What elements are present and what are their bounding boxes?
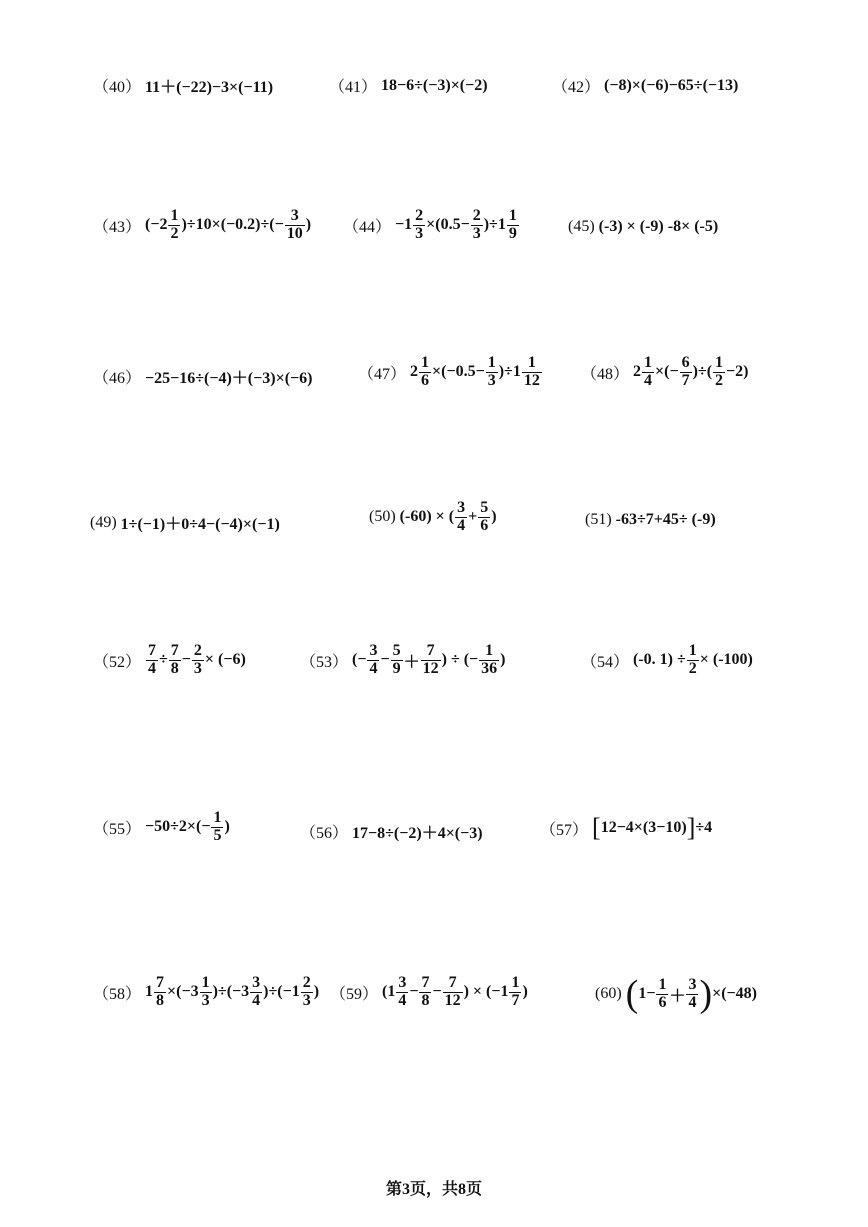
problem-number: （59） — [330, 985, 379, 1003]
fraction-denominator: 8 — [170, 659, 179, 677]
expression-text: )÷10×(−0.2)÷(− — [181, 216, 284, 234]
fraction — [413, 208, 425, 243]
fraction-numerator: 1 — [644, 354, 653, 371]
fraction-numerator: 1 — [688, 642, 697, 659]
problem-49 — [90, 511, 280, 534]
problem-number: （42） — [552, 79, 601, 96]
expression-text: ) — [522, 983, 528, 1001]
problem-number: （48） — [581, 365, 630, 383]
fraction — [642, 355, 654, 390]
problem-44 — [343, 208, 520, 243]
expression-text: ÷4 — [695, 819, 713, 836]
fraction-denominator: 3 — [193, 659, 202, 677]
problem-number: （53） — [300, 653, 349, 671]
large-bracket: ( — [625, 973, 639, 1015]
fraction-denominator: 4 — [148, 659, 157, 677]
problem-number: （41） — [329, 79, 378, 96]
problem-number: （43） — [93, 218, 142, 236]
fraction-numerator: 1 — [511, 974, 520, 991]
problem-number: （44） — [343, 218, 392, 236]
fraction — [154, 975, 166, 1010]
problem-number: (51) — [585, 511, 612, 528]
fraction-denominator: 36 — [481, 659, 498, 677]
expression-text: ×(0.5− — [426, 216, 470, 234]
fraction-numerator: 3 — [252, 974, 261, 991]
problem-number: （52） — [93, 653, 142, 671]
fraction-denominator: 3 — [302, 991, 311, 1009]
fraction-denominator: 4 — [688, 993, 697, 1011]
fraction — [419, 975, 431, 1010]
fraction-denominator: 4 — [457, 516, 466, 534]
fraction — [396, 975, 408, 1010]
fraction — [686, 977, 698, 1012]
fraction — [509, 975, 521, 1010]
fraction-numerator: 6 — [681, 354, 690, 371]
expression-text: ) — [305, 216, 312, 234]
fraction-numerator: 1 — [201, 974, 210, 991]
expression-text: − — [380, 651, 390, 669]
expression-text: ) — [224, 818, 230, 836]
large-bracket: ) — [699, 973, 713, 1015]
large-bracket: ] — [686, 813, 696, 842]
problem-56 — [300, 820, 483, 843]
problem-40 — [93, 74, 273, 97]
expression-text: ÷ — [159, 651, 168, 669]
fraction — [455, 500, 467, 535]
expression-text: 11＋(−22)−3×(−11) — [145, 79, 274, 96]
problem-59 — [330, 975, 528, 1010]
fraction-numerator: 2 — [302, 974, 311, 991]
fraction-numerator: 2 — [415, 207, 424, 224]
expression-text: (-0. 1) ÷ — [633, 651, 686, 669]
fraction — [169, 643, 181, 678]
fraction — [713, 355, 725, 390]
fraction-denominator: 3 — [487, 371, 496, 389]
problem-number: （40） — [93, 79, 142, 96]
fraction-denominator: 10 — [286, 224, 303, 242]
expression-text: 1 — [145, 983, 154, 1001]
expression-text: × (-100) — [699, 651, 753, 669]
expression-text: ＋ — [669, 987, 686, 1005]
expression-text: ×(− — [655, 363, 679, 381]
fraction-numerator: 3 — [457, 499, 466, 516]
fraction-denominator: 4 — [369, 659, 378, 677]
fraction — [146, 643, 158, 678]
problem-43 — [93, 208, 311, 243]
expression-text: (1 — [382, 983, 396, 1001]
fraction-denominator: 12 — [444, 991, 461, 1009]
expression-text: (−2 — [145, 216, 168, 234]
fraction — [200, 975, 212, 1010]
fraction-denominator: 2 — [688, 659, 697, 677]
fraction-numerator: 1 — [485, 642, 494, 659]
expression-text: ×(−48) — [712, 985, 757, 1002]
fraction — [478, 500, 490, 535]
problem-number: (49) — [90, 513, 117, 531]
expression-text: 12−4×(3−10) — [600, 819, 687, 836]
fraction-denominator: 3 — [201, 991, 210, 1009]
large-bracket: [ — [592, 813, 601, 842]
fraction-numerator: 1 — [487, 354, 496, 371]
fraction — [421, 643, 441, 678]
fraction-numerator: 3 — [688, 975, 697, 993]
expression-text: −25−16÷(−4)＋(−3)×(−6) — [145, 370, 313, 387]
fraction — [367, 643, 379, 678]
expression-text: 2 — [633, 363, 642, 381]
fraction-numerator: 7 — [170, 642, 179, 659]
fraction-numerator: 5 — [392, 642, 401, 659]
expression-text: ) ÷ (− — [441, 651, 479, 669]
fraction — [479, 643, 499, 678]
fraction-numerator: 1 — [421, 354, 430, 371]
expression-text: ×(−3 — [167, 983, 199, 1001]
fraction-denominator: 2 — [715, 371, 724, 389]
expression-text: − — [432, 983, 442, 1001]
fraction — [211, 810, 223, 845]
fraction-denominator: 6 — [658, 993, 667, 1011]
expression-text: 17−8÷(−2)＋4×(−3) — [352, 825, 483, 842]
fraction — [168, 208, 180, 243]
fraction-numerator: 3 — [398, 974, 407, 991]
fraction — [285, 208, 305, 243]
fraction — [522, 355, 542, 390]
expression-text: −50÷2×(− — [145, 818, 211, 836]
fraction-numerator: 7 — [421, 974, 430, 991]
fraction — [486, 355, 498, 390]
expression-text: )÷(−1 — [263, 983, 300, 1001]
expression-text: ) × (−1 — [463, 983, 509, 1001]
problem-number: （57） — [540, 821, 589, 839]
problem-46 — [93, 365, 312, 388]
fraction — [471, 208, 483, 243]
fraction-numerator: 2 — [472, 207, 481, 224]
fraction-numerator: 1 — [170, 207, 179, 224]
fraction — [301, 975, 313, 1010]
expression-text: ) — [491, 508, 497, 526]
fraction-numerator: 7 — [148, 642, 157, 659]
fraction-denominator: 6 — [480, 516, 489, 534]
problem-number: (45) — [568, 218, 595, 235]
problem-number: （56） — [300, 825, 349, 842]
expression-text: ＋ — [403, 653, 420, 671]
problem-41 — [329, 74, 488, 97]
problem-number: （55） — [93, 820, 142, 838]
expression-text: −1 — [395, 216, 413, 234]
problem-55 — [93, 810, 230, 845]
expression-text: (−8)×(−6)−65÷(−13) — [604, 76, 739, 94]
problem-50 — [369, 500, 497, 535]
problem-48 — [581, 355, 748, 390]
problem-57 — [540, 815, 712, 841]
problem-number: （47） — [358, 365, 407, 383]
fraction-denominator: 9 — [392, 659, 401, 677]
fraction-denominator: 5 — [213, 826, 222, 844]
expression-text: 18−6÷(−3)×(−2) — [381, 76, 488, 94]
expression-text: − — [181, 651, 191, 669]
fraction-denominator: 3 — [472, 224, 481, 242]
fraction — [192, 643, 204, 678]
fraction-denominator: 12 — [422, 659, 439, 677]
expression-text: )÷1 — [498, 363, 521, 381]
fraction-numerator: 7 — [448, 974, 457, 991]
fraction-denominator: 4 — [252, 991, 261, 1009]
expression-text: ) — [313, 983, 320, 1001]
fraction — [656, 977, 668, 1012]
fraction-denominator: 9 — [508, 224, 517, 242]
fraction-denominator: 8 — [421, 991, 430, 1009]
expression-text: )÷1 — [483, 216, 506, 234]
fraction-numerator: 1 — [715, 354, 724, 371]
expression-text: (-3) × (-9) -8× (-5) — [598, 218, 719, 235]
expression-text: −2) — [726, 363, 749, 381]
fraction-denominator: 6 — [421, 371, 430, 389]
expression-text: ) — [500, 651, 506, 669]
fraction-denominator: 2 — [170, 224, 179, 242]
expression-text: + — [468, 508, 478, 526]
expression-text: )÷(−3 — [212, 983, 250, 1001]
problem-58 — [93, 975, 319, 1010]
fraction-numerator: 7 — [426, 642, 435, 659]
page-footer: 第3页，共8页 — [385, 1181, 482, 1198]
expression-text: × (−6) — [204, 651, 246, 669]
problem-45 — [568, 218, 718, 236]
fraction — [680, 355, 692, 390]
fraction-denominator: 12 — [523, 371, 540, 389]
fraction-numerator: 1 — [527, 354, 536, 371]
fraction-numerator: 3 — [290, 207, 299, 224]
fraction-denominator: 4 — [398, 991, 407, 1009]
fraction — [250, 975, 262, 1010]
problem-47 — [358, 355, 543, 390]
problem-number: （54） — [581, 653, 630, 671]
fraction-denominator: 8 — [156, 991, 165, 1009]
fraction-numerator: 1 — [508, 207, 517, 224]
problem-53 — [300, 643, 506, 678]
problem-number: （46） — [93, 370, 142, 387]
problem-number: （58） — [93, 985, 142, 1003]
expression-text: 1÷(−1)＋0÷4−(−4)×(−1) — [120, 516, 280, 533]
problem-52 — [93, 643, 246, 678]
expression-text: − — [409, 983, 419, 1001]
expression-text: 2 — [410, 363, 419, 381]
fraction — [391, 643, 403, 678]
problem-42 — [552, 74, 738, 97]
problem-51 — [585, 511, 716, 529]
fraction-numerator: 7 — [156, 974, 165, 991]
fraction — [443, 975, 463, 1010]
fraction-denominator: 3 — [415, 224, 424, 242]
fraction-denominator: 7 — [511, 991, 520, 1009]
fraction-denominator: 7 — [681, 371, 690, 389]
fraction-numerator: 5 — [480, 499, 489, 516]
fraction — [687, 643, 699, 678]
fraction — [507, 208, 519, 243]
fraction-numerator: 1 — [658, 975, 667, 993]
expression-text: 1− — [638, 985, 656, 1002]
expression-text: -63÷7+45÷ (-9) — [615, 511, 716, 528]
fraction-numerator: 3 — [369, 642, 378, 659]
problem-60 — [595, 975, 757, 1013]
fraction-denominator: 4 — [644, 371, 653, 389]
expression-text: ×(−0.5− — [432, 363, 485, 381]
expression-text: )÷( — [692, 363, 713, 381]
expression-text: (− — [352, 651, 367, 669]
expression-text: (-60) × ( — [399, 508, 455, 526]
fraction-numerator: 2 — [193, 642, 202, 659]
problem-54 — [581, 643, 753, 678]
problem-number: (50) — [369, 508, 396, 526]
problem-number: (60) — [595, 985, 622, 1002]
fraction — [419, 355, 431, 390]
fraction-numerator: 1 — [213, 809, 222, 826]
